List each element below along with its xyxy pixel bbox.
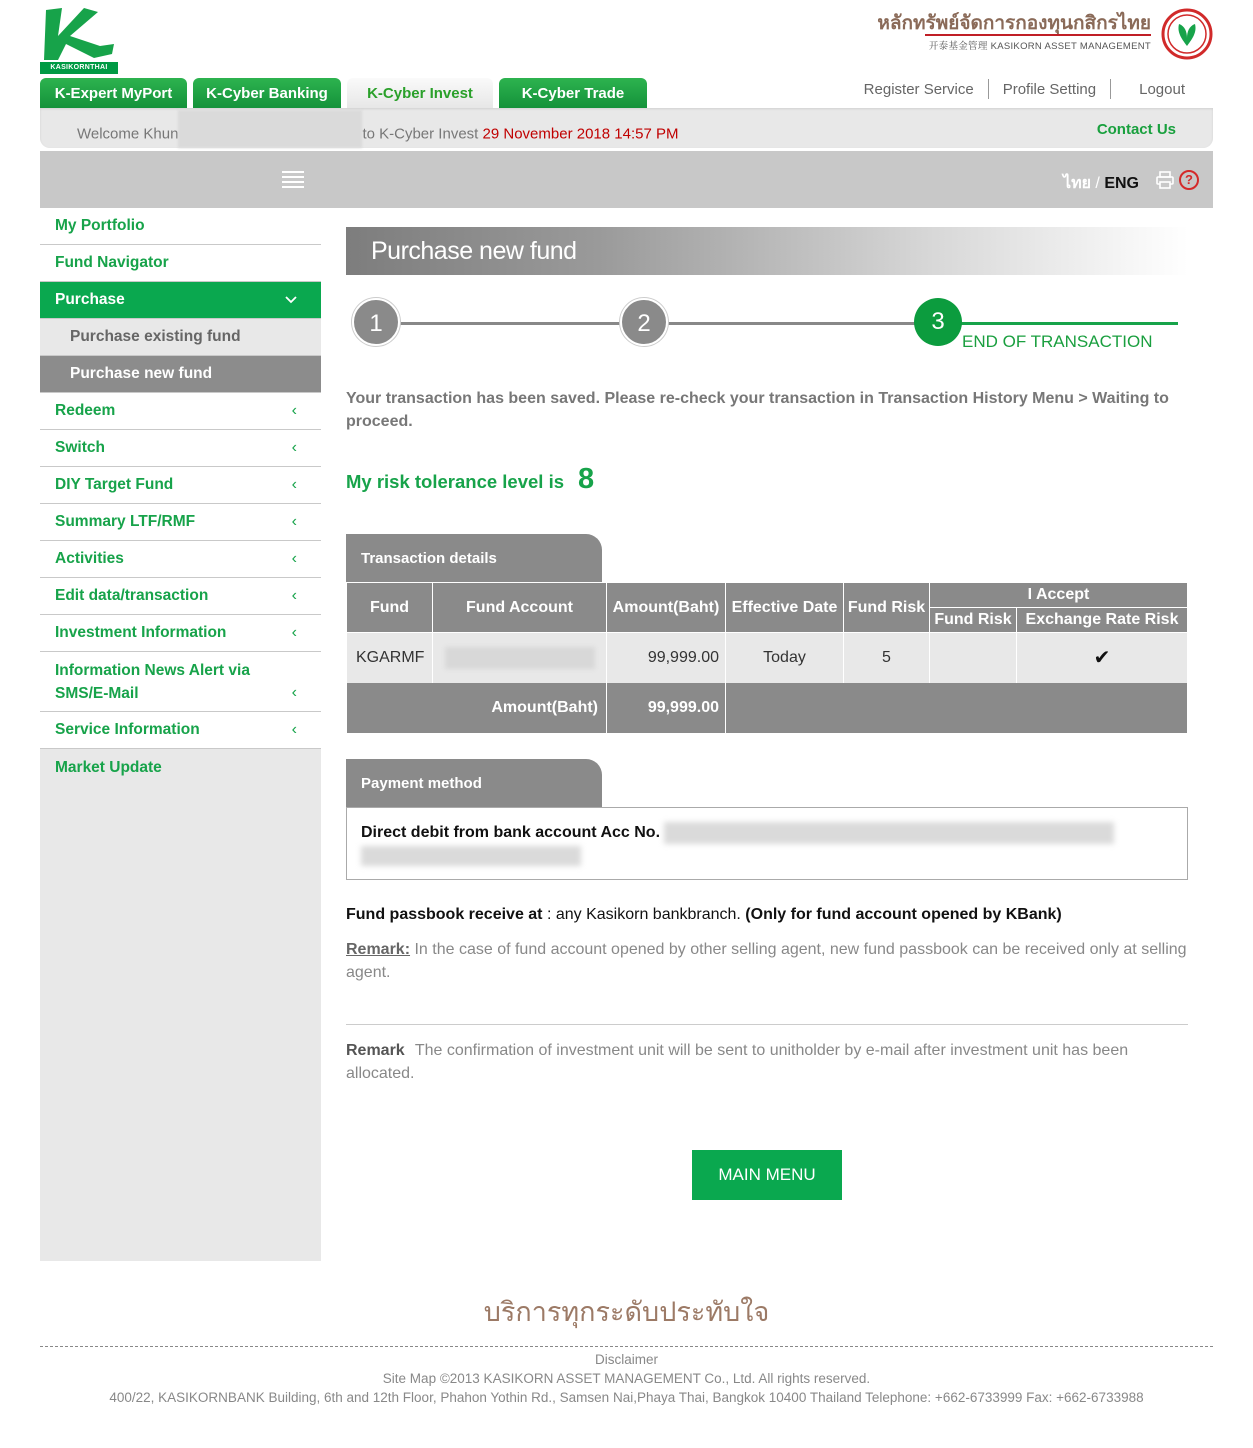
cell-accept-fund-risk (930, 633, 1017, 683)
sidebar-item-label: Service Information (55, 721, 200, 738)
sidebar-item-label: Edit data/transaction (55, 587, 209, 604)
welcome-bar (40, 108, 1213, 148)
col-i-accept: I Accept (930, 583, 1188, 608)
sidebar-item-switch[interactable] (40, 430, 321, 467)
redacted-account-detail (361, 846, 581, 866)
footer-address: 400/22, KASIKORNBANK Building, 6th and 12th Floor, Phahon Yothin Rd., Samsen Nai,Phaya Thai, Bangkok 10400 Thailand Telephone: +662-6733999 Fax: +662-6733988 (109, 1390, 1144, 1405)
payment-method-box (346, 807, 1188, 880)
sidebar-item-summary-ltf-rmf[interactable] (40, 504, 321, 541)
lang-separator: / (1090, 175, 1105, 192)
welcome-suffix: to K-Cyber Invest (362, 125, 479, 143)
footer-divider (40, 1346, 1213, 1347)
remark-label: Remark: (346, 940, 411, 958)
sidebar-item-label: Activities (55, 550, 124, 567)
sidebar-item-label: Switch (55, 439, 105, 456)
sidebar-item-redeem[interactable] (40, 393, 321, 430)
step-connector-active (936, 322, 1178, 325)
total-filler (726, 683, 1188, 733)
redacted-account-number (664, 822, 1114, 844)
sidebar-item-purchase[interactable] (40, 282, 321, 319)
chevron-left-icon: ‹ (291, 513, 297, 530)
cell-amount: 99,999.00 (607, 633, 726, 683)
tab-k-cyber-trade[interactable]: K-Cyber Trade (499, 78, 647, 108)
total-row (347, 683, 1188, 733)
logout-link[interactable]: Logout (1139, 80, 1185, 98)
help-icon[interactable]: ? (1179, 170, 1199, 190)
sidebar-item-purchase-existing-fund[interactable] (40, 319, 321, 356)
page-title: Purchase new fund (346, 227, 1188, 275)
sidebar-item-label: My Portfolio (55, 217, 145, 234)
login-datetime: 29 November 2018 14:57 PM (482, 125, 679, 143)
sidebar-item-investment-information[interactable] (40, 615, 321, 652)
step-3: 3 (914, 298, 962, 346)
sidebar-item-label: Purchase existing fund (70, 328, 241, 345)
welcome-prefix: Welcome Khun (77, 125, 179, 143)
footer (0, 1350, 1253, 1407)
sidebar-item-edit-data-transaction[interactable] (40, 578, 321, 615)
payment-method-text: Direct debit from bank account Acc No. (361, 823, 661, 841)
divider (346, 1024, 1188, 1025)
step-1: 1 (352, 298, 400, 346)
cell-fund-risk: 5 (844, 633, 930, 683)
lang-english-link[interactable]: ENG (1104, 175, 1139, 192)
main-content (346, 227, 1188, 1085)
footer-slogan: บริการทุกระดับประทับใจ (483, 1297, 770, 1328)
sidebar-item-label: Purchase (55, 291, 125, 308)
col-effective-date: Effective Date (726, 583, 844, 633)
sidebar-item-label: DIY Target Fund (55, 476, 174, 493)
account-links (850, 78, 1213, 100)
chevron-down-icon (285, 296, 297, 304)
sidebar-item-label: Information News Alert via SMS/E-Mail (55, 661, 250, 702)
chevron-left-icon: ‹ (291, 476, 297, 493)
remark-text: The confirmation of investment unit will be sent to unitholder by e-mail after investment unit has been allocated. (346, 1041, 1129, 1082)
transaction-details-heading: Transaction details (346, 534, 602, 582)
kasikorn-asset-management-logo (877, 8, 1213, 60)
chevron-left-icon: ‹ (291, 439, 297, 456)
kasikornthai-logo[interactable] (40, 6, 118, 72)
risk-tolerance-level: 8 (578, 463, 595, 495)
sidebar-item-label: Summary LTF/RMF (55, 513, 196, 530)
product-tabs (40, 78, 653, 108)
table-row (347, 633, 1188, 683)
risk-tolerance-text: My risk tolerance level is (346, 471, 565, 492)
saved-message: Your transaction has been saved. Please re-check your transaction in Transaction History Menu > Waiting to proceed. (346, 390, 1169, 430)
print-icon[interactable] (1155, 170, 1175, 190)
payment-method-heading: Payment method (346, 759, 602, 807)
step-2: 2 (620, 298, 668, 346)
cell-fund-account (433, 633, 607, 683)
transaction-table (346, 582, 1188, 733)
toolbar (40, 151, 1213, 208)
sidebar-item-market-update[interactable] (40, 749, 321, 786)
chevron-left-icon: ‹ (291, 550, 297, 567)
main-menu-button[interactable]: MAIN MENU (692, 1150, 842, 1200)
k-logo-icon (40, 6, 118, 62)
tab-k-cyber-invest[interactable]: K-Cyber Invest (347, 78, 493, 108)
step-3-label: END OF TRANSACTION (962, 332, 1153, 351)
chevron-left-icon: ‹ (291, 684, 297, 701)
footer-copyright-line (0, 1369, 1253, 1388)
total-value: 99,999.00 (607, 683, 726, 733)
tab-k-expert-myport[interactable]: K-Expert MyPort (40, 78, 187, 108)
passbook-info (346, 906, 1188, 924)
disclaimer-link[interactable]: Disclaimer (594, 1352, 658, 1367)
col-amount: Amount(Baht) (607, 583, 726, 633)
logo-text: KASIKORNTHAI (40, 62, 118, 74)
sidebar-item-fund-navigator[interactable] (40, 245, 321, 282)
tab-k-cyber-banking[interactable]: K-Cyber Banking (193, 78, 341, 108)
sidebar-item-label: Investment Information (55, 624, 227, 641)
chevron-left-icon: ‹ (291, 624, 297, 641)
passbook-note: (Only for fund account opened by KBank) (745, 905, 1062, 923)
remark-label: Remark (346, 1041, 405, 1059)
copyright-text: ©2013 KASIKORN ASSET MANAGEMENT Co., Ltd. All rights reserved. (436, 1371, 871, 1386)
redacted-fund-account (445, 647, 595, 669)
sidebar-item-label: Purchase new fund (70, 365, 213, 382)
kam-thai-name: หลักทรัพย์จัดการกองทุนกสิกรไทย (877, 12, 1151, 34)
chevron-left-icon: ‹ (291, 402, 297, 419)
col-fund-risk: Fund Risk (844, 583, 930, 633)
passbook-label: Fund passbook receive at (346, 905, 543, 923)
sitemap-link[interactable]: Site Map (382, 1371, 437, 1386)
col-fund-account: Fund Account (433, 583, 607, 633)
language-switch (1063, 171, 1139, 196)
risk-tolerance (346, 463, 1188, 496)
progress-steps (346, 297, 1188, 377)
profile-setting-link[interactable]: Profile Setting (1002, 80, 1097, 98)
sidebar-item-purchase-new-fund[interactable] (40, 356, 321, 393)
sidebar-item-activities[interactable] (40, 541, 321, 578)
cell-effective-date: Today (726, 633, 844, 683)
kam-english-name: 开泰基金管理 KASIKORN ASSET MANAGEMENT (928, 41, 1151, 52)
sidebar-item-label: Market Update (55, 758, 162, 776)
welcome-text (77, 121, 678, 148)
check-icon: ✔ (1017, 633, 1188, 683)
menu-icon[interactable] (282, 171, 304, 188)
col-fund: Fund (347, 583, 433, 633)
sidebar-item-service-information[interactable] (40, 712, 321, 749)
lang-thai-link[interactable]: ไทย (1063, 175, 1091, 192)
sidebar-item-news-alert[interactable] (40, 652, 321, 712)
chevron-left-icon: ‹ (291, 587, 297, 604)
passbook-remark (346, 938, 1188, 984)
chevron-left-icon: ‹ (291, 721, 297, 738)
contact-us-link[interactable]: Contact Us (1096, 121, 1176, 138)
remark-text: In the case of fund account opened by other selling agent, new fund passbook can be received only at selling agent. (346, 940, 1187, 981)
kbank-emblem-icon (1161, 8, 1213, 60)
col-accept-exchange-rate-risk: Exchange Rate Risk (1017, 608, 1188, 633)
total-label: Amount(Baht) (347, 683, 607, 733)
sidebar-item-diy-target-fund[interactable] (40, 467, 321, 504)
passbook-text: : any Kasikorn bankbranch. (542, 905, 746, 923)
kam-divider (925, 34, 1151, 36)
confirmation-remark (346, 1039, 1188, 1085)
sidebar-item-my-portfolio[interactable] (40, 208, 321, 245)
cell-fund: KGARMF (347, 633, 433, 683)
sidebar (40, 208, 321, 1261)
register-service-link[interactable]: Register Service (863, 80, 974, 98)
sidebar-item-label: Fund Navigator (55, 254, 169, 271)
redacted-user-name (178, 110, 362, 148)
col-accept-fund-risk: Fund Risk (930, 608, 1017, 633)
sidebar-item-label: Redeem (55, 402, 116, 419)
